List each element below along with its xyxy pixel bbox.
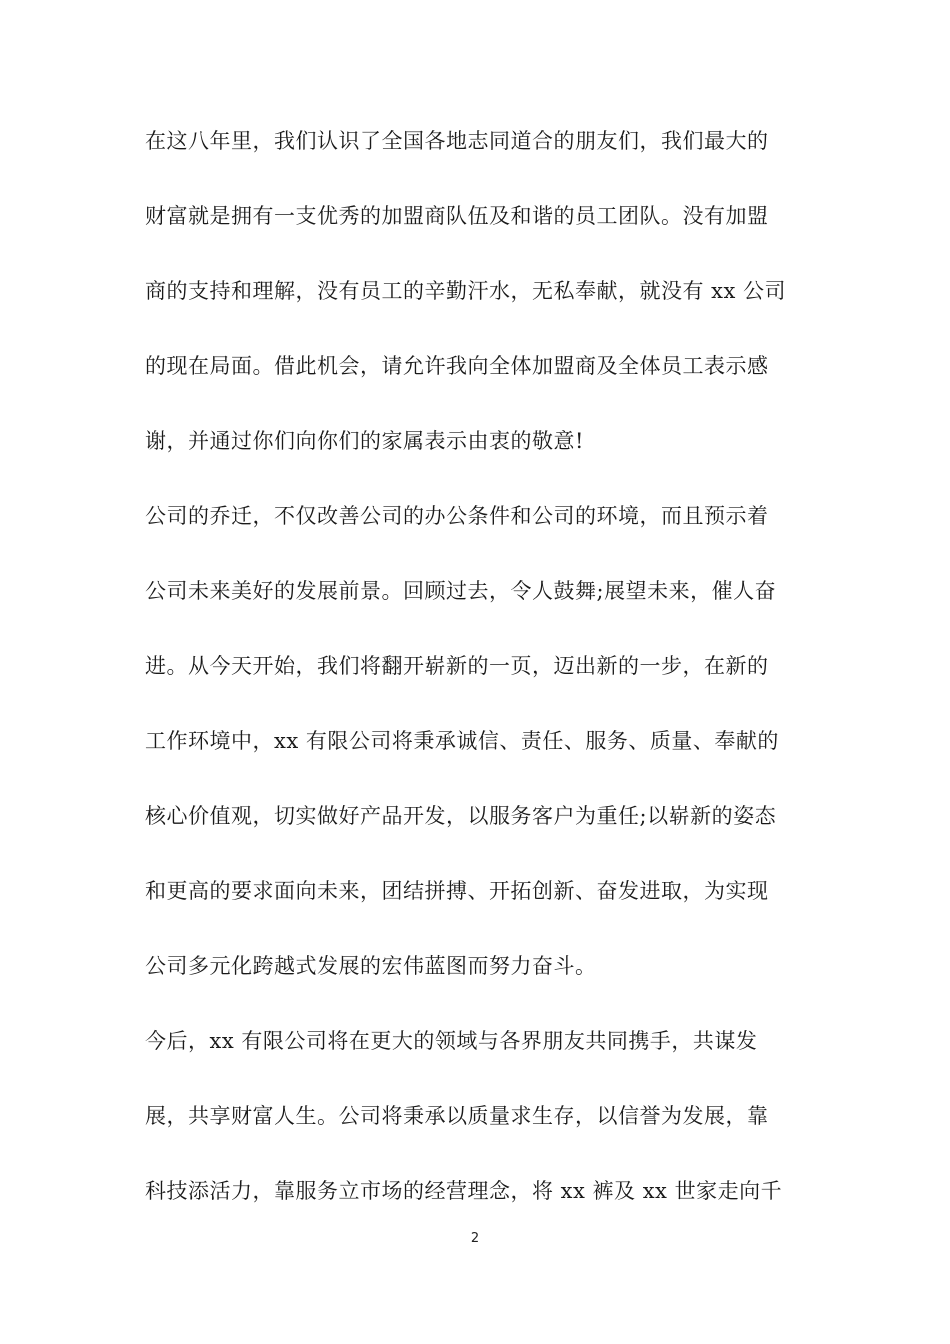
text-line: 展，共享财富人生。公司将秉承以质量求生存，以信誉为发展，靠 [145, 1104, 769, 1128]
text-line: 商的支持和理解，没有员工的辛勤汗水，无私奉献，就没有 xx 公司 [145, 279, 787, 303]
text-line: 进。从今天开始，我们将翻开崭新的一页，迈出新的一步，在新的 [145, 654, 769, 678]
page-number: 2 [470, 1231, 480, 1246]
text-line: 谢，并通过你们向你们的家属表示由衷的敬意! [145, 429, 584, 453]
text-line: 公司的乔迁，不仅改善公司的办公条件和公司的环境，而且预示着 [145, 504, 769, 528]
text-line: 和更高的要求面向未来，团结拼搏、开拓创新、奋发进取，为实现 [145, 879, 769, 903]
text-line: 公司未来美好的发展前景。回顾过去，令人鼓舞;展望未来，催人奋 [145, 579, 777, 603]
text-line: 公司多元化跨越式发展的宏伟蓝图而努力奋斗。 [145, 954, 597, 978]
text-line: 财富就是拥有一支优秀的加盟商队伍及和谐的员工团队。没有加盟 [145, 204, 769, 228]
text-line: 今后，xx 有限公司将在更大的领域与各界朋友共同携手，共谋发 [145, 1029, 758, 1053]
text-line: 工作环境中，xx 有限公司将秉承诚信、责任、服务、质量、奉献的 [145, 729, 779, 753]
text-line: 的现在局面。借此机会，请允许我向全体加盟商及全体员工表示感 [145, 354, 769, 378]
text-line: 科技添活力，靠服务立市场的经营理念，将 xx 裤及 xx 世家走向千 [145, 1179, 783, 1203]
text-line: 核心价值观，切实做好产品开发，以服务客户为重任;以崭新的姿态 [145, 804, 777, 828]
text-line: 在这八年里，我们认识了全国各地志同道合的朋友们，我们最大的 [145, 129, 769, 153]
